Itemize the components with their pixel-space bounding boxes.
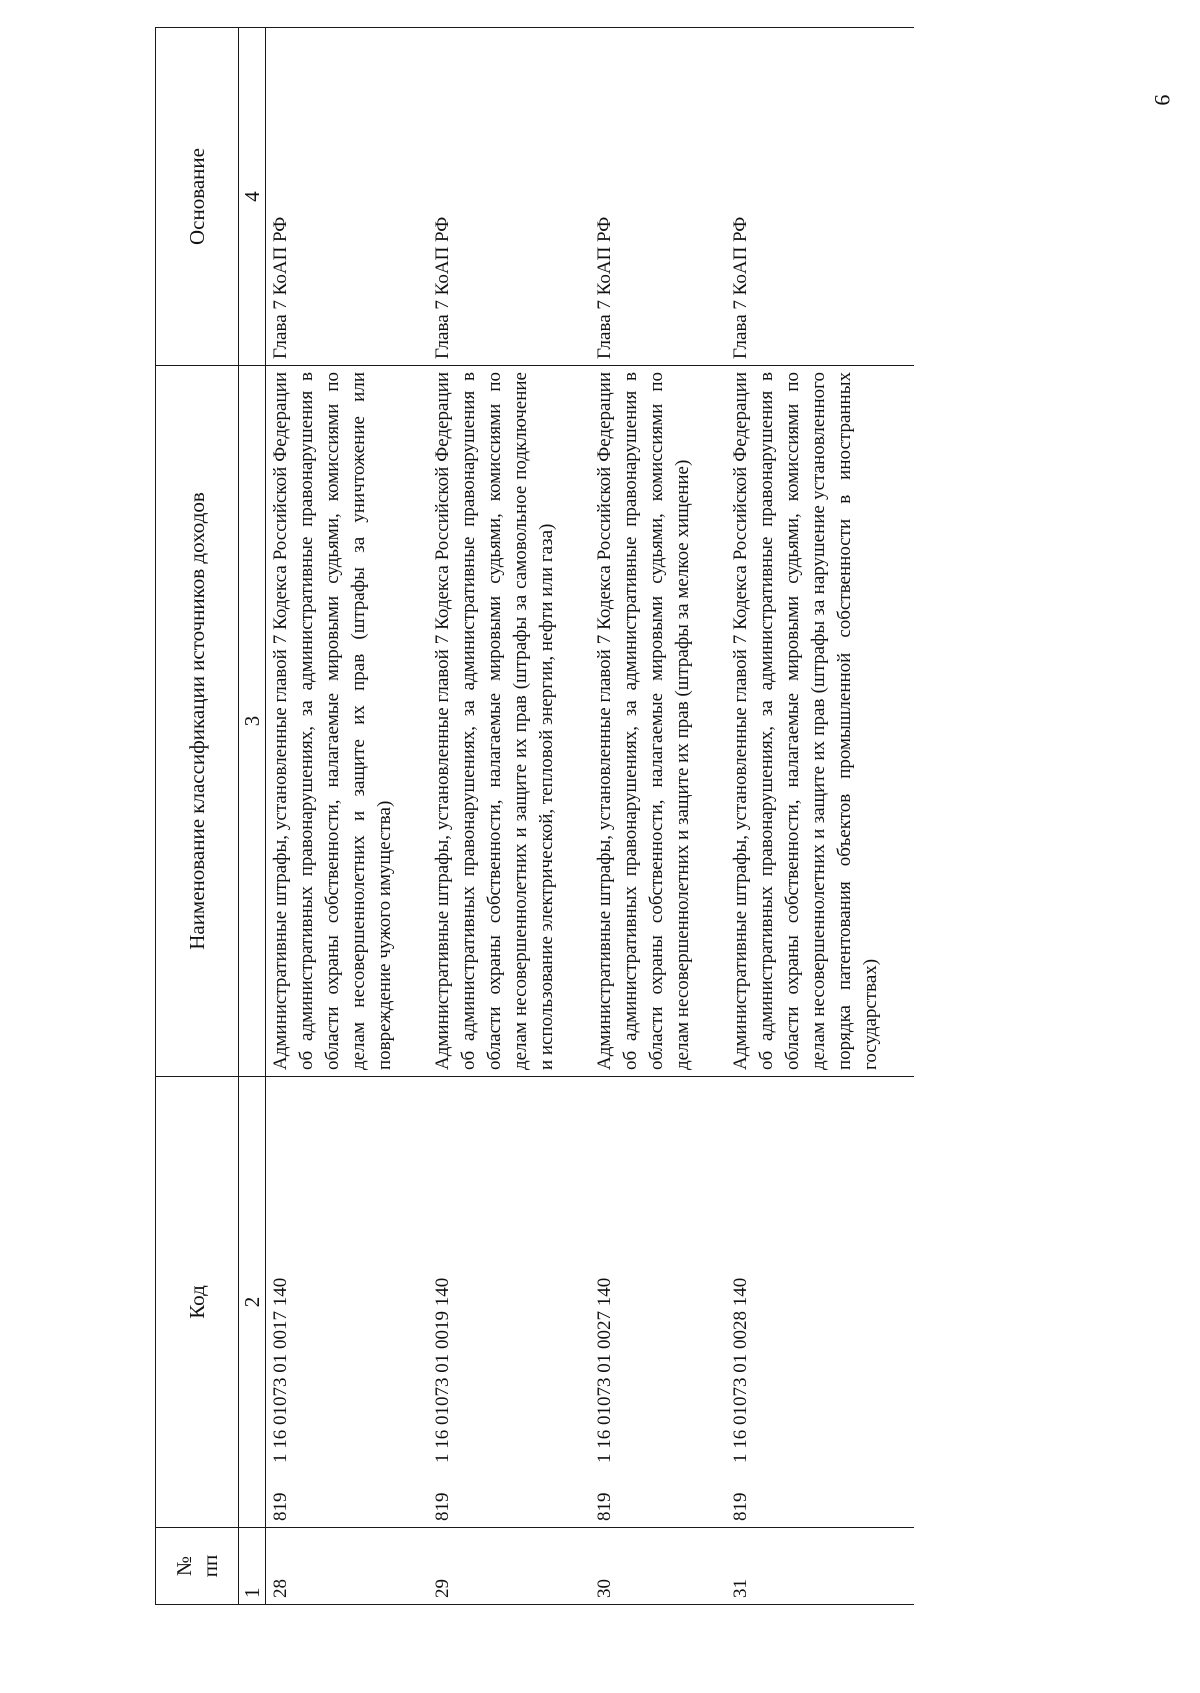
admin-code: 819 bbox=[730, 1492, 751, 1521]
table-wrapper bbox=[155, 80, 1200, 1605]
column-number: 3 bbox=[239, 366, 266, 1077]
header-name: Наименование классификации источников доходов bbox=[156, 366, 239, 1077]
row-number bbox=[590, 1528, 726, 1605]
code-cell bbox=[428, 1077, 590, 1528]
classification-code: 1 16 01073 01 0019 140 bbox=[432, 1277, 453, 1463]
column-number: 4 bbox=[239, 28, 266, 366]
name-cell: Административные штрафы, установленные главой 7 Кодекса Российской Федерации об административных правонарушениях, за административные правонарушения в области охраны собственности, налагаемые мировыми судьями, комиссиями по делам несовершеннолетних и защите их прав (штрафы за мелкое хищение) bbox=[590, 366, 726, 1077]
column-number: 1 bbox=[239, 1528, 266, 1605]
basis-cell: Глава 7 КоАП РФ bbox=[428, 28, 590, 366]
admin-code: 819 bbox=[270, 1492, 291, 1521]
row-number-text: 31 bbox=[730, 1579, 751, 1598]
admin-code: 819 bbox=[594, 1492, 615, 1521]
code-cell bbox=[726, 1077, 914, 1528]
header-num: № пп bbox=[156, 1528, 239, 1605]
table-row bbox=[726, 28, 914, 1605]
basis-cell: Глава 7 КоАП РФ bbox=[266, 28, 429, 366]
classification-code: 1 16 01073 01 0017 140 bbox=[270, 1277, 291, 1463]
classification-code: 1 16 01073 01 0027 140 bbox=[594, 1277, 615, 1463]
basis-cell: Глава 7 КоАП РФ bbox=[590, 28, 726, 366]
row-number-text: 29 bbox=[432, 1579, 453, 1598]
header-code: Код bbox=[156, 1077, 239, 1528]
header-basis: Основание bbox=[156, 28, 239, 366]
column-number-row bbox=[239, 28, 266, 1605]
name-cell: Административные штрафы, установленные главой 7 Кодекса Российской Федерации об административных правонарушениях, за административные правонарушения в области охраны собственности, налагаемые мировыми судьями, комиссиями по делам несовершеннолетних и защите их прав (штрафы за уничтожение или повреждение чужого имущества) bbox=[266, 366, 429, 1077]
row-number bbox=[726, 1528, 914, 1605]
code-cell bbox=[266, 1077, 429, 1528]
row-number bbox=[428, 1528, 590, 1605]
row-number-text: 28 bbox=[270, 1579, 291, 1598]
basis-cell: Глава 7 КоАП РФ bbox=[726, 28, 914, 366]
page-number: 9 bbox=[1150, 94, 1175, 106]
row-number bbox=[266, 1528, 429, 1605]
table-header-row bbox=[156, 28, 239, 1605]
table-row bbox=[428, 28, 590, 1605]
table-row bbox=[590, 28, 726, 1605]
table-row bbox=[266, 28, 429, 1605]
name-cell: Административные штрафы, установленные главой 7 Кодекса Российской Федерации об административных правонарушениях, за административные правонарушения в области охраны собственности, налагаемые мировыми судьями, комиссиями по делам несовершеннолетних и защите их прав (штрафы за нарушение установленного порядка патентования объектов промышленной собственности в иностранных государствах) bbox=[726, 366, 914, 1077]
code-cell bbox=[590, 1077, 726, 1528]
column-number: 2 bbox=[239, 1077, 266, 1528]
row-number-text: 30 bbox=[594, 1579, 615, 1598]
name-cell: Административные штрафы, установленные главой 7 Кодекса Российской Федерации об административных правонарушениях, за административные правонарушения в области охраны собственности, налагаемые мировыми судьями, комиссиями по делам несовершеннолетних и защите их прав (штрафы за самовольное подключение и использование электрической, тепловой энергии, нефти или газа) bbox=[428, 366, 590, 1077]
revenue-classification-table bbox=[155, 27, 914, 1605]
classification-code: 1 16 01073 01 0028 140 bbox=[730, 1277, 751, 1463]
admin-code: 819 bbox=[432, 1492, 453, 1521]
